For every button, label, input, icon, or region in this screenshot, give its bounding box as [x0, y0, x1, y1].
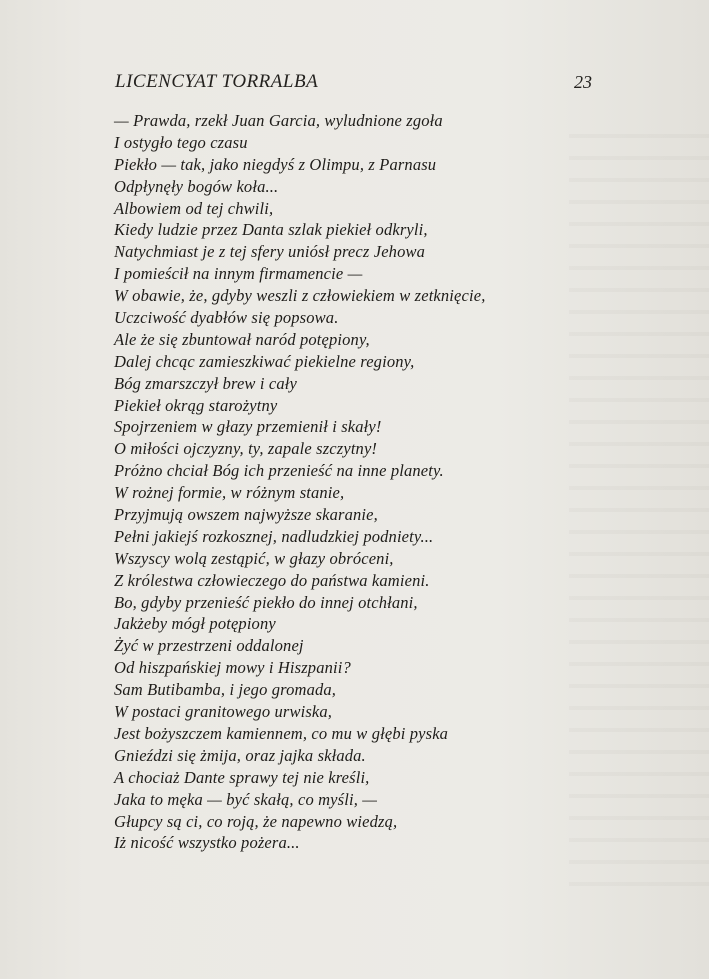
poem-line: W postaci granitowego urwiska,: [114, 702, 333, 722]
poem-line: Przyjmują owszem najwyższe skaranie,: [114, 505, 378, 525]
poem-line: Natychmiast je z tej sfery uniósł precz Jehowa: [114, 242, 426, 262]
poem-line: Głupcy są ci, co roją, że napewno wiedzą,: [114, 811, 398, 831]
poem-line: Piekieł okrąg starożytny: [114, 395, 278, 415]
poem-line: Spojrzeniem w głazy przemienił i skały!: [114, 417, 382, 437]
poem-line: Odpłynęły bogów koła...: [114, 176, 279, 196]
running-header-title: LICENCYAT TORRALBA: [115, 71, 319, 92]
poem-line: Kiedy ludzie przez Danta szlak piekieł odkryli,: [114, 220, 428, 240]
poem-line: Żyć w przestrzeni oddalonej: [114, 636, 304, 656]
poem-line: Albowiem od tej chwili,: [114, 198, 274, 218]
poem-line: W rożnej formie, w różnym stanie,: [114, 483, 345, 503]
poem-line: Od hiszpańskiej mowy i Hiszpanii?: [114, 658, 351, 678]
poem-line: Gnieździ się żmija, oraz jajka składa.: [114, 745, 366, 765]
poem-line: Z królestwa człowieczego do państwa kamieni.: [114, 570, 430, 590]
show-through-texture: [569, 120, 709, 900]
poem-line: O miłości ojczyzny, ty, zapale szczytny!: [114, 439, 378, 459]
poem-line: Bóg zmarszczył brew i cały: [114, 373, 297, 393]
poem-line: — Prawda, rzekł Juan Garcia, wyludnione zgoła: [114, 111, 443, 130]
poem-line: Jaka to męka — być skałą, co myśli, —: [114, 789, 378, 809]
poem-line: Jakżeby mógł potępiony: [114, 614, 276, 634]
poem-line: I ostygło tego czasu: [114, 132, 248, 152]
poem-line: Piekło — tak, jako niegdyś z Olimpu, z Parnasu: [114, 154, 437, 174]
poem-line: Jest bożyszczem kamiennem, co mu w głębi pyska: [114, 723, 449, 743]
poem-line: Pełni jakiejś rozkosznej, nadludzkiej podniety...: [114, 526, 434, 546]
poem-line: Iż nicość wszystko pożera...: [114, 833, 300, 853]
poem-line: Wszyscy wolą zestąpić, w głazy obróceni,: [114, 548, 394, 568]
poem-line: Dalej chcąc zamieszkiwać piekielne regiony,: [114, 351, 415, 371]
page-number: 23: [574, 72, 592, 92]
poem-text: [114, 110, 584, 854]
poem-line: A chociaż Dante sprawy tej nie kreśli,: [114, 767, 370, 787]
poem-line: I pomieścił na innym firmamencie —: [114, 264, 363, 284]
poem-line: W obawie, że, gdyby weszli z człowiekiem w zetknięcie,: [114, 286, 486, 306]
poem-line: Sam Butibamba, i jego gromada,: [114, 680, 337, 700]
poem-line: Uczciwość dyabłów się popsowa.: [114, 308, 339, 328]
poem-line: Bo, gdyby przenieść piekło do innej otchłani,: [114, 592, 418, 612]
poem-line: Próżno chciał Bóg ich przenieść na inne planety.: [114, 461, 444, 481]
poem-line: Ale że się zbuntował naród potępiony,: [114, 329, 370, 349]
